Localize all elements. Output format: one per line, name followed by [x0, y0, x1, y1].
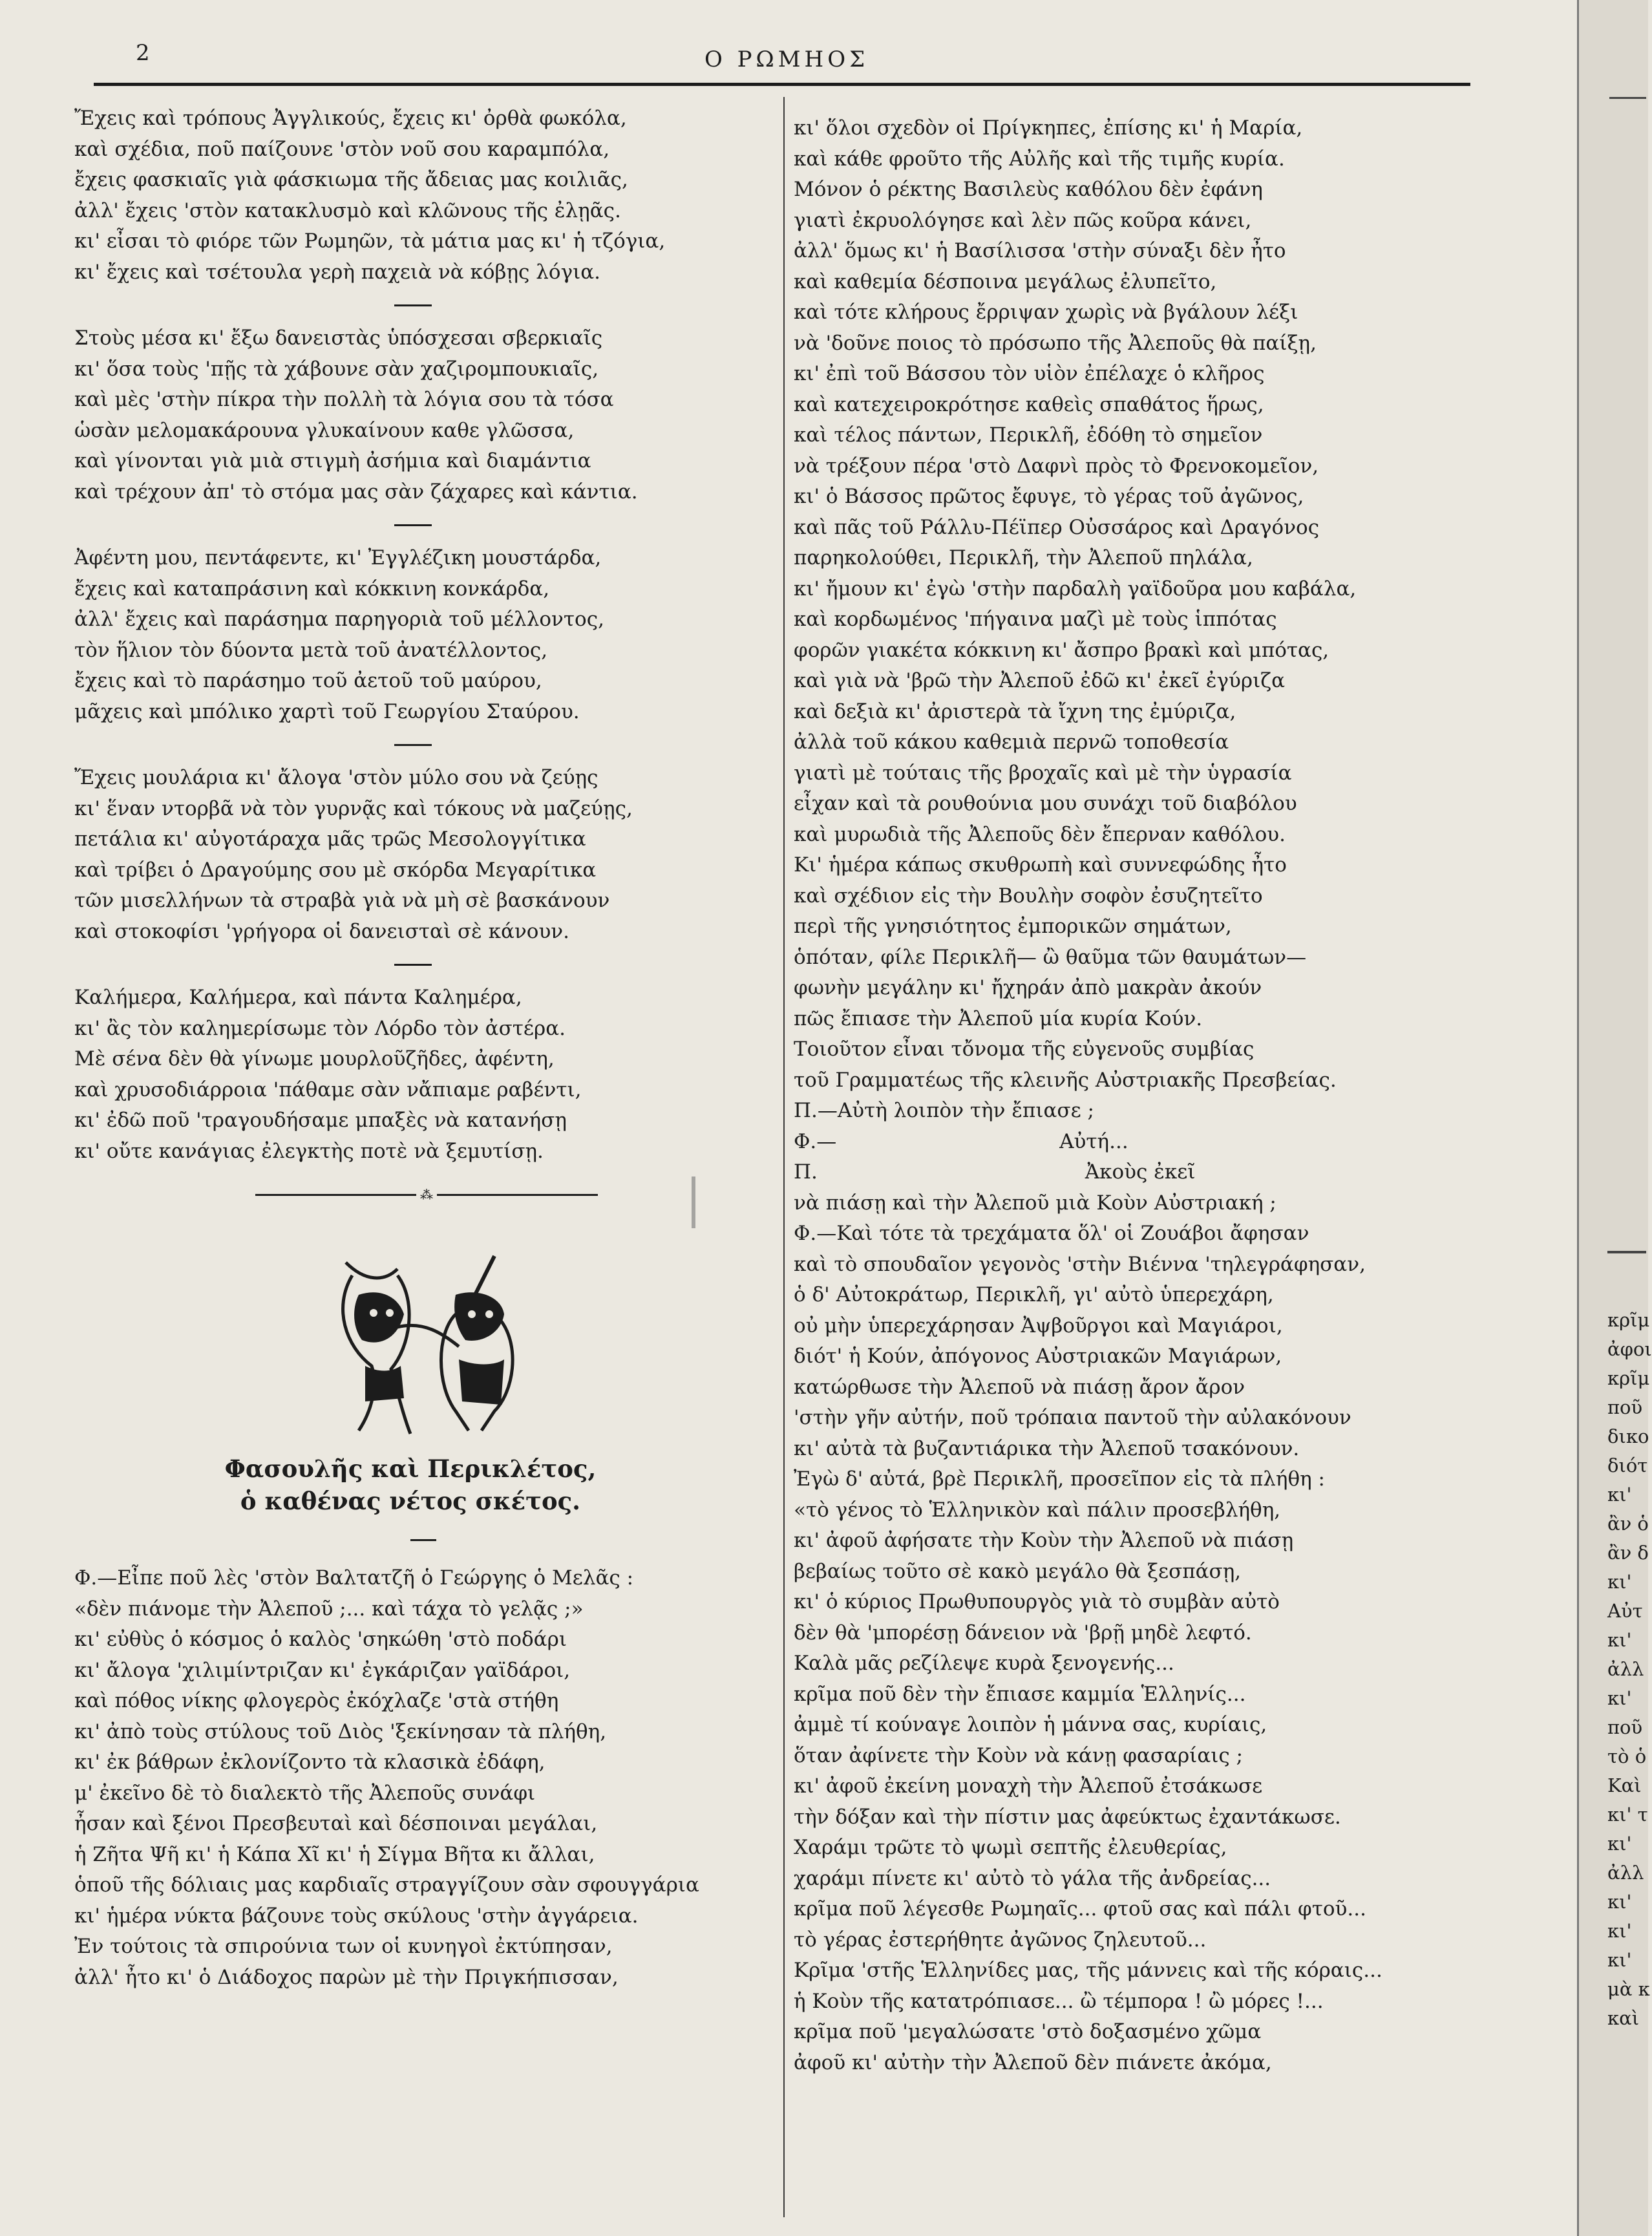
newspaper-title: Ο ΡΩΜΗΟΣ [704, 47, 869, 72]
dialogue-line: τὴν δόξαν καὶ τὴν πίστιν μας ἀφεύκτως ἐχαντάκωσε. [794, 1805, 1341, 1829]
adjacent-page-fragment: κι' τ [1607, 1804, 1648, 1826]
dialogue-line: ἀφοῦ κι' αὐτὴν τὴν Ἀλεποῦ δὲν πιάνετε ἀκόμα, [794, 2050, 1272, 2074]
dialogue-line: καὶ τὸ σπουδαῖον γεγονὸς 'στὴν Βιέννα 'τηλεγράφησαν, [794, 1252, 1366, 1276]
dialogue-line: καὶ δεξιὰ κι' ἀριστερὰ τὰ ἴχνη της ἐμύριζα, [794, 699, 1236, 723]
dialogue-line: ὁποῦ τῆς δόλιαις μας καρδιαῖς στραγγίζουν σὰν σφουγγάρια [74, 1873, 699, 1897]
poem-line: κι' ἔχεις καὶ τσέτουλα γερὴ παχειὰ νὰ κόβῃς λόγια. [74, 260, 601, 284]
dialogue-line: καὶ κορδωμένος 'πήγαινα μαζὶ μὲ τοὺς ἱππότας [794, 608, 1277, 631]
dialogue-line: κι' ὁ Βάσσος πρῶτος ἔφυγε, τὸ γέρας τοῦ ἀγῶνος, [794, 485, 1304, 508]
adjacent-page-fragment: Καὶ [1607, 1774, 1642, 1796]
poem-line: πετάλια κι' αὐγοτάραχα μᾶς τρῶς Μεσολογγίτικα [74, 827, 586, 851]
dialogue-line: κρῖμα ποῦ λέγεσθε Ρωμηαῖς... φτοῦ σας καὶ πάλι φτοῦ... [794, 1897, 1366, 1921]
dialogue-line: νὰ τρέξουν πέρα 'στὸ Δαφνὶ πρὸς τὸ Φρενοκομεῖον, [794, 454, 1319, 478]
header-rule [94, 83, 1470, 86]
dialogue-line: βεβαίως τοῦτο σὲ κακὸ μεγάλο θὰ ξεσπάσῃ, [794, 1559, 1242, 1583]
poem-line: καὶ μὲς 'στὴν πίκρα τὴν πολλὴ τὰ λόγια σου τὰ τόσα [74, 388, 614, 411]
dialogue-line: ἦσαν καὶ ξένοι Πρεσβευταὶ καὶ δέσποιναι μεγάλαι, [74, 1812, 598, 1835]
left-column [74, 103, 747, 1993]
poem-line: καὶ στοκοφίσι 'γρήγορα οἱ δανεισταὶ σὲ κάνουν. [74, 919, 570, 943]
dialogue-line: κι' ὁ κύριος Πρωθυπουργὸς γιὰ τὸ συμβὰν αὐτὸ [794, 1590, 1280, 1613]
adjacent-page-fragment: κι' [1607, 1920, 1632, 1942]
dialogue-line: κι' εὐθὺς ὁ κόσμος ὁ καλὸς 'σηκώθη 'στὸ ποδάρι [74, 1628, 567, 1651]
dialogue-line: κι' ἄλογα 'χιλιμίντριζαν κι' ἐγκάριζαν γαϊδάροι, [74, 1658, 571, 1682]
adjacent-page-fragment: ἀλλ [1607, 1862, 1644, 1884]
stanza-separator-dash [394, 304, 432, 306]
adjacent-page-fragment: κι' [1607, 1629, 1632, 1651]
dialogue-line: περὶ τῆς γνησιότητος ἐμπορικῶν σημάτων, [794, 915, 1232, 938]
poem-stanza [74, 983, 747, 1167]
dialogue-line: Π. Ἀκοὺς ἐκεῖ [794, 1160, 1196, 1184]
adjacent-page-fragment: κι' [1607, 1571, 1632, 1593]
poem-line: μᾶχεις καὶ μπόλικο χαρτὶ τοῦ Γεωργίου Σταύρου. [74, 699, 580, 723]
adjacent-page-fragment: Αὐτ [1607, 1600, 1643, 1622]
poem-line: ἔχεις καὶ τὸ παράσημο τοῦ ἀετοῦ τοῦ μαύρου, [74, 669, 542, 692]
dialogue-line: καὶ καθεμία δέσποινα μεγάλως ἐλυπεῖτο, [794, 270, 1217, 293]
dialogue-line: Κρῖμα 'στῆς Ἑλληνίδες μας, τῆς μάννεις καὶ τῆς κόραις... [794, 1959, 1382, 1982]
poem-line: κι' ἕναν ντορβᾶ νὰ τὸν γυρνᾷς καὶ τόκους νὰ μαζεύῃς, [74, 796, 633, 820]
ornament-bar-right [437, 1194, 598, 1196]
dialogue-line: κρῖμα ποῦ δὲν τὴν ἔπιασε καμμία Ἑλληνίς... [794, 1682, 1246, 1706]
poem-line: κι' ὅσα τοὺς 'πῇς τὰ χάβουνε σὰν χαζιρομπουκιαῖς, [74, 357, 599, 381]
dialogue-line: τὸ γέρας ἐστερήθητε ἀγῶνος ζηλευτοῦ... [794, 1928, 1207, 1952]
adjacent-page-fragment: ἀλλ [1607, 1658, 1644, 1680]
dialogue-line: «τὸ γένος τὸ Ἑλληνικὸν καὶ πάλιν προσεβλήθη, [794, 1498, 1281, 1522]
adjacent-page-text [1607, 1306, 1652, 2033]
dialogue-line: καὶ σχέδιον εἰς τὴν Βουλὴν σοφὸν ἐσυζητεῖτο [794, 884, 1263, 908]
column-divider [783, 97, 785, 2217]
poem-line: Καλήμερα, Καλήμερα, καὶ πάντα Καλημέρα, [74, 986, 522, 1009]
dialogue-line: ἡ Ζῆτα Ψῆ κι' ἡ Κάπα Χῖ κι' ἡ Σίγμα Βῆτα κι ἄλλαι, [74, 1842, 595, 1866]
dialogue-line: Φ.—Καὶ τότε τὰ τρεχάματα ὅλ' οἱ Ζουάβοι ἄφησαν [794, 1222, 1309, 1245]
dialogue-line: χαράμι πίνετε κι' αὐτὸ τὸ γάλα τῆς ἀνδρείας... [794, 1866, 1271, 1890]
dialogue-line: Ἐν τούτοις τὰ σπιρούνια των οἱ κυνηγοὶ ἐκτύπησαν, [74, 1935, 613, 1958]
dialogue-line: ἡ Κοὺν τῆς κατατρόπιασε... ὢ τέμπορα ! ὢ μόρες !... [794, 1989, 1324, 2013]
stanza-separator-dash [394, 744, 432, 746]
dialogue-line: Π.—Αὐτὴ λοιπὸν τὴν ἔπιασε ; [794, 1099, 1094, 1122]
dialogue-line: Τοιοῦτον εἶναι τὄνομα τῆς εὐγενοῦς συμβίας [794, 1038, 1255, 1061]
dialogue-line: καὶ πόθος νίκης φλογερὸς ἐκόχλαζε 'στὰ στήθη [74, 1689, 559, 1712]
dialogue-line: καὶ κάθε φροῦτο τῆς Αὐλῆς καὶ τῆς τιμῆς κυρία. [794, 147, 1285, 171]
dialogue-line: Χαράμι τρῶτε τὸ ψωμὶ σεπτῆς ἐλευθερίας, [794, 1836, 1227, 1859]
adjacent-page-fragment: ποῦ [1607, 1716, 1643, 1738]
adjacent-page-fragment: μὰ κ [1607, 1978, 1650, 2000]
dialogue-line: Ἐγὼ δ' αὐτά, βρὲ Περικλῆ, προσεῖπον εἰς τὰ πλήθη : [794, 1467, 1325, 1491]
dialogue-line: ὁ δ' Αὐτοκράτωρ, Περικλῆ, γι' αὐτὸ ὑπερεχάρη, [794, 1283, 1274, 1306]
dialogue-line: κι' ἐπὶ τοῦ Βάσσου τὸν υἱὸν ἐπέλαχε ὁ κλῆρος [794, 362, 1265, 385]
poem-line: καὶ σχέδια, ποῦ παίζουνε 'στὸν νοῦ σου καραμπόλα, [74, 137, 610, 161]
ornament-bar-left [255, 1194, 416, 1196]
adjacent-page-fragment: καὶ [1607, 2007, 1640, 2029]
poem-line: τῶν μισελλήνων τὰ στραβὰ γιὰ νὰ μὴ σὲ βασκάνουν [74, 889, 610, 912]
dialogue-line: καὶ τότε κλήρους ἔρριψαν χωρὶς νὰ βγάλουν λέξι [794, 301, 1298, 324]
dialogue-line: ἀλλ' ἦτο κι' ὁ Διάδοχος παρὼν μὲ τὴν Πριγκήπισσαν, [74, 1965, 619, 1989]
poem-line: Στοὺς μέσα κι' ἔξω δανειστὰς ὑπόσχεσαι σβερκιαῖς [74, 326, 603, 350]
dialogue-line: παρηκολούθει, Περικλῆ, τὴν Ἀλεποῦ πηλάλα, [794, 546, 1253, 570]
dialogue-line: πῶς ἔπιασε τὴν Ἀλεποῦ μία κυρία Κούν. [794, 1006, 1203, 1030]
poem-line: ὡσὰν μελομακάρουνα γλυκαίνουν καθε γλῶσσα, [74, 418, 575, 442]
poem-line: κι' εἶσαι τὸ φιόρε τῶν Ρωμηῶν, τὰ μάτια μας κι' ἡ τζόγια, [74, 229, 666, 253]
cartoon-illustration [307, 1237, 566, 1443]
poem-line: κι' ἐδῶ ποῦ 'τραγουδήσαμε μπαξὲς νὰ κατανήσῃ [74, 1109, 567, 1132]
adjacent-page-fragment: κι' [1607, 1833, 1632, 1855]
dialogue-line: φωνὴν μεγάλην κι' ἤχηράν ἀπὸ μακρὰν ἀκούν [794, 976, 1262, 999]
dialogue-line: νὰ 'δοῦνε ποιος τὸ πρόσωπο τῆς Ἀλεποῦς θὰ παίξῃ, [794, 331, 1317, 355]
page-number: 2 [136, 40, 150, 66]
ornament-glyph: ⁂ [420, 1187, 433, 1202]
dialogue-line: καὶ μυρωδιὰ τῆς Ἀλεποῦς δὲν ἔπερναν καθόλου. [794, 822, 1286, 846]
poem-line: Ἀφέντη μου, πεντάφεντε, κι' Ἐγγλέζικη μουστάρδα, [74, 546, 602, 570]
title-dash [410, 1539, 436, 1541]
poem-line: καὶ γίνονται γιὰ μιὰ στιγμὴ ἀσήμια καὶ διαμάντια [74, 449, 591, 473]
dialogue-line: νὰ πιάσῃ καὶ τὴν Ἀλεποῦ μιὰ Κοὺν Αὐστριακή ; [794, 1191, 1276, 1215]
dialogue-line: ὁπόταν, φίλε Περικλῆ— ὢ θαῦμα τῶν θαυμάτων— [794, 945, 1307, 969]
dialogue-line: καὶ τέλος πάντων, Περικλῆ, ἐδόθη τὸ σημεῖον [794, 423, 1263, 447]
poem-line: ἀλλ' ἔχεις καὶ παράσημα παρηγοριὰ τοῦ μέλλοντος, [74, 608, 604, 631]
dialogue-line: κρῖμα ποῦ 'μεγαλώσατε 'στὸ δοξασμένο χῶμα [794, 2020, 1262, 2043]
dialogue-line: κι' ἡμέρα νύκτα βάζουνε τοὺς σκύλους 'στὴν ἀγγάρεια. [74, 1904, 639, 1928]
dialogue-line: καὶ πᾶς τοῦ Ράλλυ-Πέϊπερ Οὐσσάρος καὶ Δραγόνος [794, 515, 1320, 539]
dialogue-line: «δὲν πιάνομε τὴν Ἀλεποῦ ;... καὶ τάχα τὸ γελᾷς ;» [74, 1597, 584, 1621]
poem-line: καὶ τρίβει ὁ Δραγούμης σου μὲ σκόρδα Μεγαρίτικα [74, 858, 597, 882]
poem-line: ἀλλ' ἔχεις 'στὸν κατακλυσμὸ καὶ κλῶνους τῆς ἐλῃᾶς. [74, 198, 621, 222]
dialogue-line: φορῶν γιακέτα κόκκινη κι' ἄσπρο βρακὶ καὶ μπότας, [794, 638, 1329, 662]
section-title-line1: Φασουλῆς καὶ Περικλέτος, [224, 1454, 597, 1483]
dialogue-line: κατώρθωσε τὴν Ἀλεποῦ νὰ πιάσῃ ἄρον ἄρον [794, 1375, 1245, 1399]
dialogue-line: διότ' ἡ Κούν, ἀπόγονος Αὐστριακῶν Μαγιάρων, [794, 1345, 1282, 1368]
adjacent-page-fragment: διότ [1607, 1454, 1648, 1476]
poem-line: κι' ἂς τὸν καλημερίσωμε τὸν Λόρδο τὸν ἀστέρα. [74, 1016, 566, 1040]
dialogue-line: τοῦ Γραμματέως τῆς κλεινῆς Αὐστριακῆς Πρεσβείας. [794, 1068, 1337, 1092]
dialogue-line: Φ.—Εἶπε ποῦ λὲς 'στὸν Βαλτατζῆ ὁ Γεώργης ὁ Μελᾶς : [74, 1566, 634, 1590]
dialogue-line: γιατὶ ἐκρυολόγησε καὶ λὲν πῶς κοῦρα κάνει, [794, 208, 1252, 232]
dialogue-line: Φ.— Αὐτή... [794, 1129, 1128, 1153]
dialogue-line: εἶχαν καὶ τὰ ρουθούνια μου συνάχι τοῦ διαβόλου [794, 792, 1297, 815]
adjacent-page-fragment: κι' [1607, 1687, 1632, 1709]
poem-line: καὶ τρέχουν ἀπ' τὸ στόμα μας σὰν ζάχαρες καὶ κάντια. [74, 480, 638, 504]
dialogue-line: κι' ἀπὸ τοὺς στύλους τοῦ Διὸς 'ξεκίνησαν τὰ πλήθη, [74, 1720, 607, 1743]
adjacent-page-fragment: κρῖμ [1607, 1367, 1650, 1389]
adjacent-page-fragment: κι' [1607, 1891, 1632, 1913]
poem-line: ἔχεις φασκιαῖς γιὰ φάσκιωμα τῆς ἄδειας μας κοιλιᾶς, [74, 168, 628, 191]
poem-stanza [74, 323, 747, 507]
adjacent-page-fragment: δικο [1607, 1425, 1649, 1447]
adjacent-page-fragment: κρῖμ [1607, 1309, 1650, 1331]
stanza-separator-dash [394, 524, 432, 526]
poem-line: Μὲ σένα δὲν θὰ γίνωμε μουρλοῦζῆδες, ἀφέντη, [74, 1047, 555, 1070]
adjacent-page-divider [1607, 1251, 1646, 1253]
poem-line: καὶ χρυσοδιάρροια 'πάθαμε σὰν νἄπιαμε ραβέντι, [74, 1078, 582, 1102]
section-ornament [255, 1180, 598, 1211]
dialogue-line: Μόνον ὁ ρέκτης Βασιλεὺς καθόλου δὲν ἐφάνη [794, 178, 1263, 201]
dialogue-line: 'στὴν γῆν αὐτήν, ποῦ τρόπαια παντοῦ τὴν αὐλακόνουν [794, 1406, 1351, 1429]
adjacent-page-fragment: κι' [1607, 1949, 1632, 1971]
dialogue-line: Κι' ἡμέρα κάπως σκυθρωπὴ καὶ συννεφώδης ἦτο [794, 853, 1287, 877]
dialogue-line: οὐ μὴν ὑπερεχάρησαν Ἀψβοῦργοι καὶ Μαγιάροι, [794, 1314, 1283, 1337]
adjacent-page-fragment: τὸ ὁ [1607, 1745, 1647, 1767]
dialogue-line: κι' ὅλοι σχεδὸν οἱ Πρίγκηπες, ἐπίσης κι' ἡ Μαρία, [794, 116, 1303, 140]
dialogue-line: κι' ἀφοῦ ἀφήσατε τὴν Κοὺν τὴν Ἀλεποῦ νὰ πιάσῃ [794, 1529, 1294, 1552]
dialogue-line: γιατὶ μὲ τούταις τῆς βροχαῖς καὶ μὲ τὴν ὑγρασία [794, 761, 1292, 785]
section-title-line2: ὁ καθένας νέτος σκέτος. [240, 1487, 581, 1515]
dialogue-line: ἀλλ' ὅμως κι' ἡ Βασίλισσα 'στὴν σύναξι δὲν ἦτο [794, 239, 1286, 262]
adjacent-page-fragment: κι' [1607, 1484, 1632, 1506]
dialogue-line: κι' ἀφοῦ ἐκείνη μοναχὴ τὴν Ἀλεποῦ ἐτσάκωσε [794, 1774, 1263, 1798]
dialogue-line: κι' ἐκ βάθρων ἐκλονίζοντο τὰ κλασικὰ ἐδάφη, [74, 1751, 545, 1774]
dialogue-line: Καλὰ μᾶς ρεζίλεψε κυρὰ ξενογενής... [794, 1652, 1174, 1675]
dialogue-line: μ' ἐκεῖνο δὲ τὸ διαλεκτὸ τῆς Ἀλεποῦς συνάφι [74, 1781, 536, 1805]
adjacent-page-fragment: ἂν ὁ [1607, 1513, 1649, 1535]
dialogue-line: κι' αὐτὰ τὰ βυζαντιάρικα τὴν Ἀλεποῦ τσακόνουν. [794, 1436, 1300, 1460]
adjacent-page-fragment: ἀφοι [1607, 1338, 1652, 1360]
poem-line: Ἔχεις καὶ τρόπους Ἀγγλικούς, ἔχεις κι' ὀρθὰ φωκόλα, [74, 107, 627, 130]
adjacent-page-fragment: ποῦ [1607, 1396, 1643, 1418]
adjacent-page-rule [1609, 97, 1646, 99]
dialogue-line: καὶ κατεχειροκρότησε καθεὶς σπαθάτος ἥρως, [794, 392, 1264, 416]
dialogue-line: κι' ἤμουν κι' ἐγὼ 'στὴν παρδαλὴ γαϊδοῦρα μου καβάλα, [794, 577, 1357, 601]
dialogue-text [74, 1563, 747, 1993]
adjacent-page-fragment: ἂν δ [1607, 1542, 1649, 1564]
poem-line: τὸν ἥλιον τὸν δύοντα μετὰ τοῦ ἀνατέλλοντος, [74, 638, 548, 662]
poem-line: ἔχεις καὶ καταπράσινη καὶ κόκκινη κονκάρδα, [74, 577, 550, 601]
stanza-separator-dash [394, 964, 432, 966]
dialogue-line: ἀλλὰ τοῦ κάκου καθεμιὰ περνῶ τοποθεσία [794, 730, 1229, 754]
poem-stanza [74, 543, 747, 727]
poem-line: Ἔχεις μουλάρια κι' ἄλογα 'στὸν μύλο σου νὰ ζεύῃς [74, 766, 598, 789]
right-column [794, 113, 1479, 2078]
poem-stanzas [74, 103, 747, 1167]
poem-stanza [74, 103, 747, 288]
dialogue-line: καὶ γιὰ νὰ 'βρῶ τὴν Ἀλεποῦ ἐδῶ κι' ἐκεῖ ἐγύριζα [794, 669, 1286, 692]
poem-line: κι' οὔτε κανάγιας ἐλεγκτὴς ποτὲ νὰ ξεμυτίσῃ. [74, 1139, 544, 1163]
dialogue-line: δὲν θὰ 'μπορέσῃ δάνειον νὰ 'βρῇ μηδὲ λεφτό. [794, 1621, 1252, 1645]
dialogue-line: ὅταν ἀφίνετε τὴν Κοὺν νὰ κάνῃ φασαρίαις ; [794, 1743, 1244, 1767]
dialogue-line: ἀμμὲ τί κούναγε λοιπὸν ἡ μάννα σας, κυρίαις, [794, 1713, 1267, 1736]
poem-stanza [74, 763, 747, 947]
